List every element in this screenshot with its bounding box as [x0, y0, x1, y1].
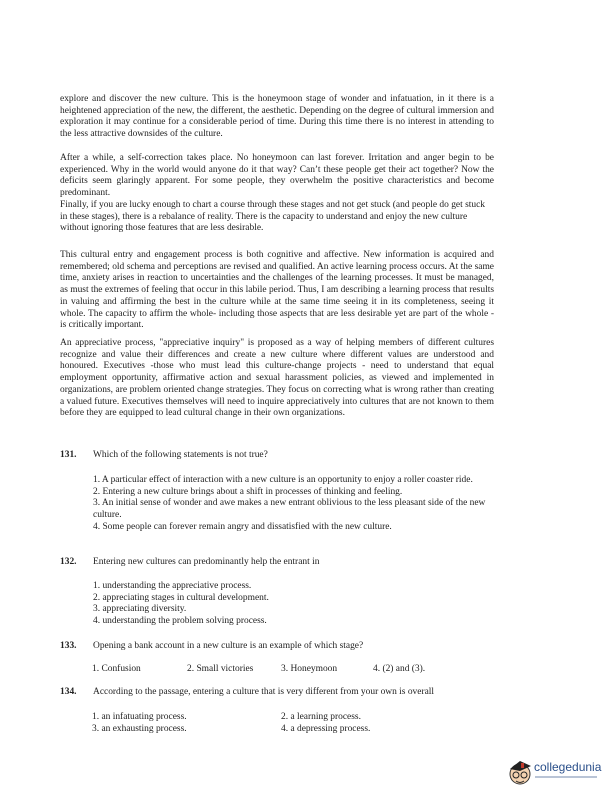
passage-paragraph: Finally, if you are lucky enough to chart a course through these stages and not get stuck (and people do get stuck in these stages), there is a rebalance of reality. There is the capacity to understand and enjoy the new culture without ignoring those features that are less desirable.	[60, 200, 486, 234]
option: 3. appreciating diversity.	[93, 604, 187, 615]
question-text: According to the passage, entering a culture that is very different from your own is overall	[93, 687, 435, 697]
option: 4. Some people can forever remain angry and dissatisfied with the new culture.	[93, 521, 392, 532]
question-number: 133.	[60, 641, 77, 651]
logo-text: collegedunia	[534, 760, 602, 774]
option: 3. An initial sense of wonder and awe makes a new entrant oblivious to the less pleasant side of the new culture.	[93, 498, 486, 521]
option: 4. (2) and (3).	[373, 664, 426, 674]
question-number: 132.	[60, 557, 77, 567]
option: 1. Confusion	[92, 664, 141, 674]
question-text: Which of the following statements is not true?	[93, 450, 268, 460]
logo-tagline	[535, 776, 597, 778]
option: 2. a learning process.	[281, 712, 361, 722]
option: 4. understanding the problem solving process.	[93, 616, 267, 627]
options-131	[93, 475, 493, 534]
question-number: 131.	[60, 450, 77, 460]
option: 1. an infatuating process.	[92, 712, 187, 722]
collegedunia-logo	[507, 757, 607, 787]
option: 3. Honeymoon	[281, 664, 338, 674]
option: 4. a depressing process.	[281, 724, 371, 734]
passage-paragraph: This cultural entry and engagement process is both cognitive and affective. New information is acquired and remembered; old schema and perceptions are revised and qualified. An active learning process occurs. At the same time, anxiety arises in reaction to uncertainties and the challenges of the learning processes. It must be managed, as must the extremes of feeling that occur in this labile period. Thus, I am describing a learning process that results in valuing and affirming the best in the culture while at the same time seeing it in its completeness, seeing it whole. The capacity to affirm the whole- including those aspects that are less desirable yet are part of the whole - is critically important.	[60, 250, 494, 331]
passage-paragraph: An appreciative process, "appreciative inquiry" is proposed as a way of helping members of different cultures recognize and value their differences and create a new culture where different values are understood and honoured. Executives -those who must lead this culture-change projects - need to understand that equal employment opportunity, affirmative action and sexual harassment policies, as viewed and implemented in organizations, are problem oriented change strategies. They focus on correcting what is wrong rather than creating a valued future. Executives themselves will need to inquire appreciatively into cultures that are not known to them before they are equipped to lead cultural change in their own organizations.	[60, 338, 494, 419]
option: 2. Entering a new culture brings about a shift in processes of thinking and feeling.	[93, 486, 403, 497]
passage-paragraph: explore and discover the new culture. This is the honeymoon stage of wonder and infatuation, in it there is a heightened appreciation of the new, the different, the aesthetic. Depending on the degree of cultural immersion and exploration it may continue for a considerable period of time. During this time there is no interest in attending to the less attractive downsides of the culture.	[60, 94, 494, 140]
options-132	[93, 581, 493, 628]
option: 1. A particular effect of interaction with a new culture is an opportunity to enjoy a roller coaster ride.	[93, 475, 473, 485]
option: 3. an exhausting process.	[92, 724, 187, 734]
question-text: Entering new cultures can predominantly help the entrant in	[93, 557, 320, 567]
option: 1. understanding the appreciative process.	[93, 581, 252, 591]
mascot-icon	[507, 757, 533, 787]
question-text: Opening a bank account in a new culture is an example of which stage?	[93, 641, 364, 651]
passage-paragraph: After a while, a self-correction takes place. No honeymoon can last forever. Irritation and anger begin to be experienced. Why in the world would anyone do it that way? Can’t these people get their act together? Now the deficits seem glaringly apparent. For some people, they overwhelm the positive characteristics and become predominant.	[60, 153, 494, 199]
option: 2. Small victories	[187, 664, 254, 674]
option: 2. appreciating stages in cultural development.	[93, 592, 269, 603]
question-number: 134.	[60, 687, 77, 697]
